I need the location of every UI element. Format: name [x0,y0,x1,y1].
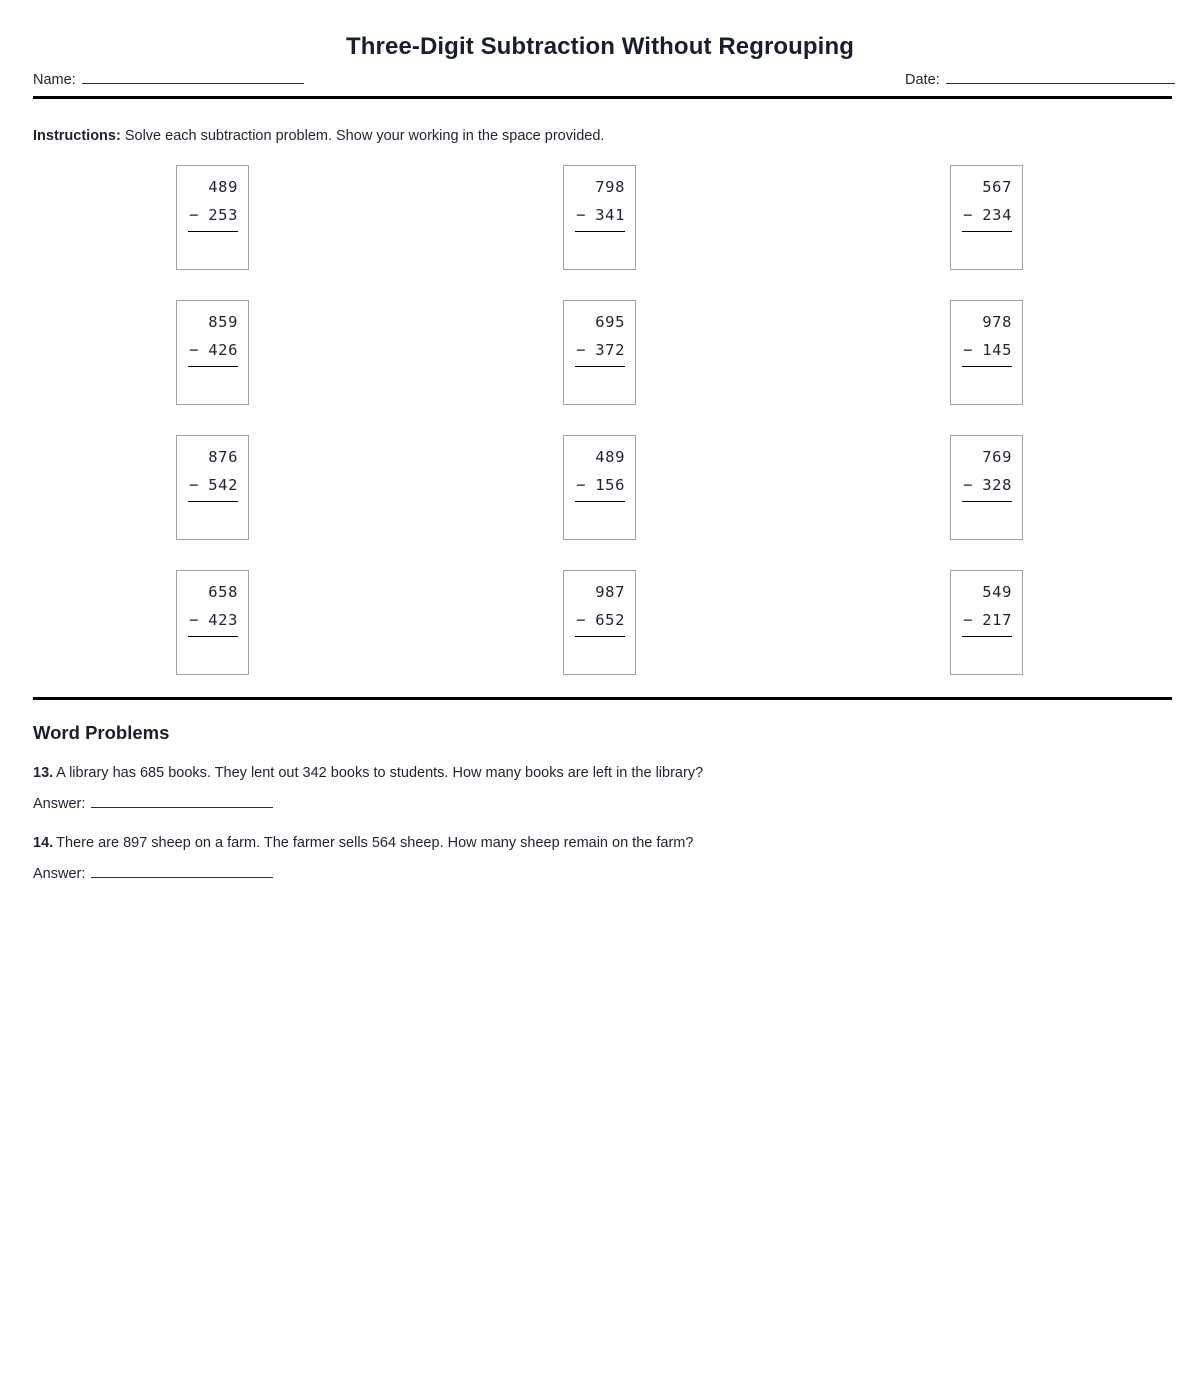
problem-box[interactable] [950,300,1023,405]
instructions-text: Solve each subtraction problem. Show your working in the space provided. [124,128,605,144]
answer-row[interactable] [33,864,1172,882]
answer-workspace[interactable] [951,367,1022,399]
vertical-subtraction [177,436,248,534]
minus-operator-icon: − [576,611,587,629]
problem-row [0,300,1200,435]
minuend-value: 987 [595,583,625,601]
minuend-line [564,443,635,471]
subtrahend-line [951,336,1022,364]
name-label: Name: [33,72,76,88]
minuend-value: 859 [208,313,238,331]
word-problems-divider [33,697,1172,700]
minuend-value: 549 [982,583,1012,601]
problem-box[interactable] [563,570,636,675]
subtrahend-value: 341 [595,206,625,224]
minuend-line [177,443,248,471]
subtrahend-line [564,201,635,229]
minuend-line [177,578,248,606]
vertical-subtraction [177,571,248,669]
subtrahend-line [564,336,635,364]
answer-workspace[interactable] [177,637,248,669]
subtrahend-value: 652 [595,611,625,629]
subtrahend-line [564,471,635,499]
word-problems-section [33,722,1172,894]
minuend-line [177,308,248,336]
minus-operator-icon: − [576,206,587,224]
word-problem-text-line [33,834,1172,852]
answer-workspace[interactable] [177,232,248,264]
minus-operator-icon: − [189,206,200,224]
minuend-line [951,173,1022,201]
answer-label: Answer: [33,796,86,812]
problem-row [0,435,1200,570]
answer-workspace[interactable] [177,367,248,399]
date-label: Date: [905,72,940,88]
problem-box[interactable] [563,165,636,270]
minuend-value: 798 [595,178,625,196]
subtrahend-line [951,201,1022,229]
subtrahend-line [177,336,248,364]
minus-operator-icon: − [576,476,587,494]
answer-workspace[interactable] [564,232,635,264]
answer-write-line[interactable] [91,794,273,808]
vertical-subtraction [564,166,635,264]
minuend-line [564,173,635,201]
minus-operator-icon: − [189,611,200,629]
answer-workspace[interactable] [564,367,635,399]
word-problem-item [33,834,1172,882]
subtrahend-line [564,606,635,634]
answer-workspace[interactable] [951,232,1022,264]
word-problem-text-line [33,764,1172,782]
minus-operator-icon: − [963,206,974,224]
problem-box[interactable] [950,570,1023,675]
subtrahend-value: 156 [595,476,625,494]
minus-operator-icon: − [963,341,974,359]
answer-row[interactable] [33,794,1172,812]
vertical-subtraction [951,571,1022,669]
subtrahend-value: 234 [982,206,1012,224]
minuend-value: 876 [208,448,238,466]
subtrahend-line [177,471,248,499]
subtrahend-value: 328 [982,476,1012,494]
word-problems-heading: Word Problems [33,722,170,743]
subtrahend-line [951,606,1022,634]
name-field[interactable] [33,70,304,88]
minuend-value: 769 [982,448,1012,466]
problem-box[interactable] [563,300,636,405]
subtrahend-value: 145 [982,341,1012,359]
answer-write-line[interactable] [91,864,273,878]
word-problem-body: A library has 685 books. They lent out 342 books to students. How many books are left in the library? [56,765,704,781]
answer-label: Answer: [33,866,86,882]
subtrahend-value: 372 [595,341,625,359]
minuend-line [951,443,1022,471]
problem-box[interactable] [176,570,249,675]
minuend-line [177,173,248,201]
word-problem-body: There are 897 sheep on a farm. The farmer sells 564 sheep. How many sheep remain on the farm? [56,835,694,851]
instructions-lead: Instructions: [33,128,121,144]
subtrahend-line [177,201,248,229]
minus-operator-icon: − [189,476,200,494]
problem-grid [0,165,1200,705]
minuend-value: 567 [982,178,1012,196]
subtrahend-value: 423 [208,611,238,629]
vertical-subtraction [564,436,635,534]
subtrahend-value: 542 [208,476,238,494]
minuend-value: 658 [208,583,238,601]
vertical-subtraction [564,571,635,669]
answer-workspace[interactable] [951,502,1022,534]
vertical-subtraction [177,301,248,399]
vertical-subtraction [951,301,1022,399]
minus-operator-icon: − [963,476,974,494]
header-divider [33,96,1172,99]
word-problem-item [33,764,1172,812]
minuend-value: 489 [595,448,625,466]
subtrahend-line [177,606,248,634]
answer-workspace[interactable] [177,502,248,534]
vertical-subtraction [951,166,1022,264]
word-problem-number: 13. [33,765,54,781]
name-write-line[interactable] [82,70,304,84]
minuend-line [951,578,1022,606]
date-field[interactable] [905,70,1175,88]
minuend-line [564,308,635,336]
answer-workspace[interactable] [564,637,635,669]
problem-box[interactable] [176,300,249,405]
vertical-subtraction [177,166,248,264]
minuend-value: 978 [982,313,1012,331]
subtrahend-value: 426 [208,341,238,359]
problem-row [0,570,1200,705]
page-title: Three-Digit Subtraction Without Regrouping [346,33,854,60]
vertical-subtraction [951,436,1022,534]
subtrahend-value: 253 [208,206,238,224]
answer-workspace[interactable] [951,637,1022,669]
minuend-value: 489 [208,178,238,196]
instructions [33,128,604,144]
minus-operator-icon: − [189,341,200,359]
minus-operator-icon: − [963,611,974,629]
problem-box[interactable] [176,435,249,540]
subtrahend-line [951,471,1022,499]
minus-operator-icon: − [576,341,587,359]
vertical-subtraction [564,301,635,399]
minuend-line [564,578,635,606]
problem-box[interactable] [950,435,1023,540]
problem-row [0,165,1200,300]
subtrahend-value: 217 [982,611,1012,629]
minuend-line [951,308,1022,336]
problem-box[interactable] [950,165,1023,270]
answer-workspace[interactable] [564,502,635,534]
minuend-value: 695 [595,313,625,331]
word-problem-number: 14. [33,835,54,851]
date-write-line[interactable] [946,70,1175,84]
problem-box[interactable] [563,435,636,540]
problem-box[interactable] [176,165,249,270]
name-date-row [33,70,1172,92]
